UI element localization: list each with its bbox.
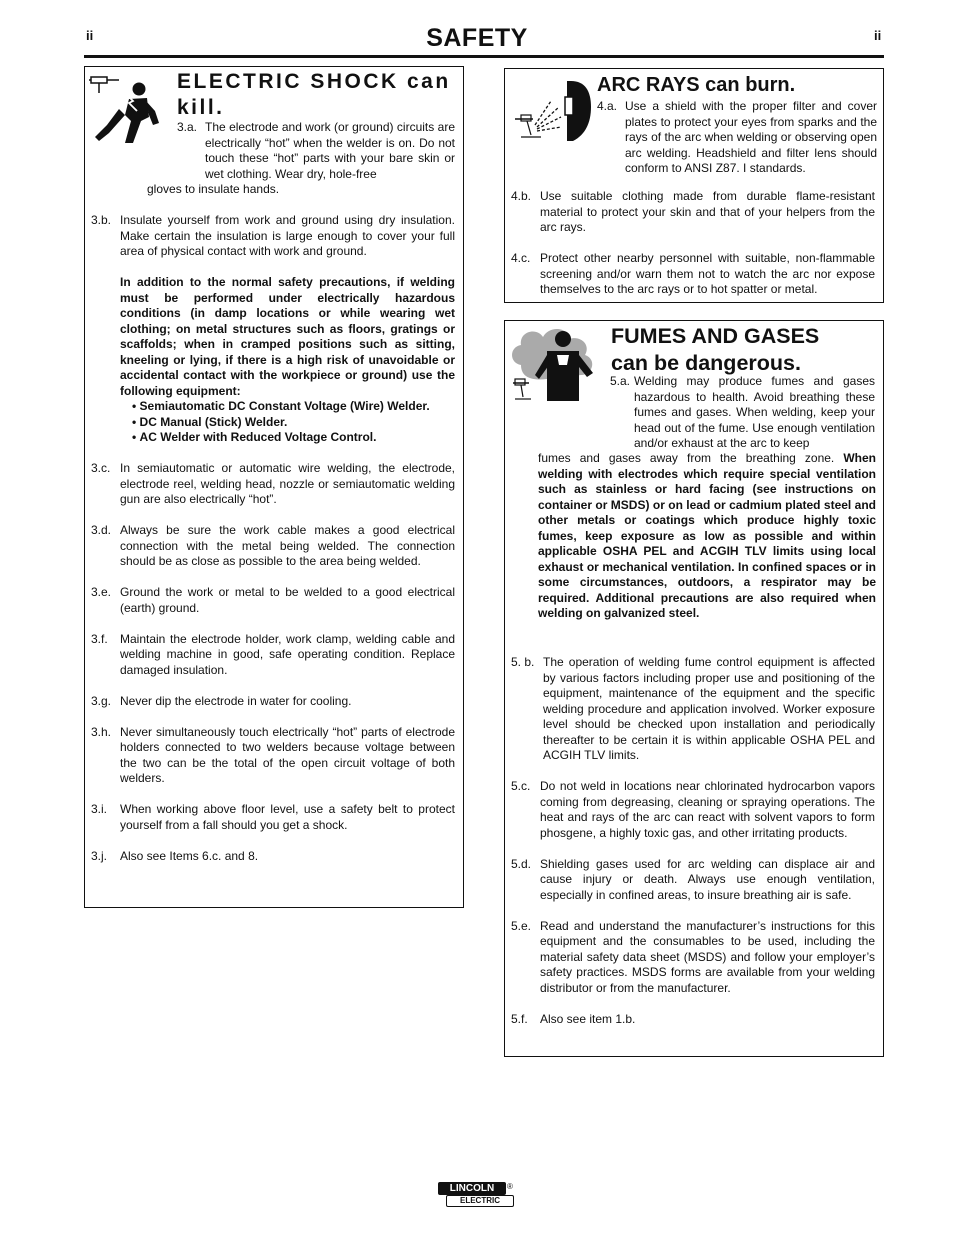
arc-items	[511, 189, 875, 313]
item-5a-text: Welding may produce fumes and gases hazardous to health. Avoid breathing these fumes and gases. When welding, keep your head out of the fume. Use enough ventilation and/or exhaust at the arc to keep	[634, 374, 875, 450]
equipment-list	[132, 399, 455, 446]
list-item: 5. b. The operation of welding fume control equipment is affected by various factors including proper use and positioning of the equipment, maintenance of the equipment and the specific welding procedure and application involved. Worker exposure level should be checked upon installation and periodically thereafter to be certain it is within applicable OSHA PEL and ACGIH TLV limits.	[511, 655, 875, 762]
fumes-items	[511, 655, 875, 1043]
list-item: 5.f. Also see item 1.b.	[511, 1011, 636, 1026]
item-5a-number: 5.a.	[610, 374, 631, 388]
item-5a-continued-text: fumes and gases away from the breathing zone.	[538, 451, 835, 465]
list-item: 3.c. In semiautomatic or automatic wire welding, the electrode, electrode reel, welding head, nozzle or semiautomatic welding gun are also electrically “hot”.	[91, 461, 455, 506]
item-4a-number: 4.a.	[597, 99, 618, 113]
item-3b-text	[120, 213, 455, 446]
fumes-heading-line-1: FUMES AND GASES	[611, 324, 820, 348]
list-item: 5.d. Shielding gases used for arc welding can displace air and cause injury or death. Always use enough ventilation, especially in confined areas, to insure breathing air is safe.	[511, 856, 875, 902]
list-item: 3.d. Always be sure the work cable makes a good electrical connection with the metal being welded. The connection should be as close as possible to the area being welded.	[91, 523, 455, 568]
item-3a-continued: gloves to insulate hands.	[147, 182, 280, 196]
item-5a	[610, 374, 875, 452]
logo-bottom-text: ELECTRIC	[446, 1195, 514, 1207]
page-title: SAFETY	[426, 24, 528, 52]
fumes-heading-line-2: can be dangerous.	[611, 351, 801, 375]
arc-rays-section	[504, 68, 884, 303]
fumes-welder-icon	[507, 325, 603, 405]
electric-shock-heading: ELECTRIC SHOCK can kill.	[177, 70, 451, 119]
logo-registered-mark: ®	[507, 1182, 513, 1191]
arc-rays-welding-helmet-icon	[511, 77, 595, 147]
electric-items	[91, 213, 455, 880]
list-item: • AC Welder with Reduced Voltage Control.	[132, 430, 455, 446]
list-item: 3.f. Maintain the electrode holder, work clamp, welding cable and welding machine in good, safe operating condition. Replace damaged insulation.	[91, 631, 455, 677]
item-5a-warning: When welding with electrodes which require special ventilation such as stainless or hard facing (see instructions on container or MSDS) or on lead or cadmium plated steel and other metals or coatings which produce highly toxic fumes, keep exposure as low as possible and within applicable OSHA PEL and ACGIH TLV limits using local exhaust or mechanical ventilation. In confined spaces or in some circumstances, outdoors, a respirator may be required. Additional precautions are also required when welding on galvanized steel.	[538, 451, 876, 620]
page-number-left: ii	[86, 28, 94, 43]
list-item: 3.g. Never dip the electrode in water for cooling.	[91, 693, 352, 708]
item-3b-warning: In addition to the normal safety precautions, if welding must be performed under electrically hazardous conditions (in damp locations or while wearing wet clothing; on metal structures such as floors, gratings or scaffolds; when in cramped positions such as sitting, kneeling or lying, if there is a high risk of unavoidable or accidental contact with the workpiece or ground) use the following equipment:	[120, 275, 455, 398]
item-3a	[177, 120, 455, 182]
item-3a-text: The electrode and work (or ground) circuits are electrically “hot” when the welder is on. Do not touch these “hot” parts with your bare skin or wet clothing. Wear dry, hole-free	[205, 120, 455, 181]
arc-rays-heading: ARC RAYS can burn.	[597, 74, 796, 96]
item-4a-text: Use a shield with the proper filter and cover plates to protect your eyes from sparks and the rays of the arc when welding or observing open arc welding. Headshield and filter lens should conform to ANSI Z87. I standards.	[625, 99, 877, 175]
item-5a-continued	[538, 451, 876, 622]
fumes-gases-section	[504, 320, 884, 1057]
item-3b-number: 3.b.	[91, 213, 112, 227]
list-item: 5.e. Read and understand the manufacturer’s instructions for this equipment and the consumables to be used, including the material safety data sheet (MSDS) and follow your employer’s safety practices. MSDS forms are available from your welding distributor or from the manufacturer.	[511, 918, 875, 995]
electric-shock-warning-icon	[89, 71, 169, 149]
list-item: • Semiautomatic DC Constant Voltage (Wire) Welder.	[132, 399, 455, 415]
header-rule	[84, 55, 884, 58]
list-item: 5.c. Do not weld in locations near chlorinated hydrocarbon vapors coming from degreasing, cleaning or spraying operations. The heat and rays of the arc can react with solvent vapors to form phosgene, a highly toxic gas, and other irritating products.	[511, 779, 875, 840]
logo-top-text: LINCOLN	[438, 1182, 506, 1195]
list-item: 3.i. When working above floor level, use a safety belt to protect yourself from a fall should you get a shock.	[91, 802, 455, 832]
item-4a	[597, 99, 877, 177]
list-item: 4.b. Use suitable clothing made from durable flame-resistant material to protect your skin and that of your helpers from the arc rays.	[511, 189, 875, 234]
list-item: 3.j. Also see Items 6.c. and 8.	[91, 848, 259, 863]
lincoln-electric-logo	[438, 1182, 516, 1208]
list-item: • DC Manual (Stick) Welder.	[132, 415, 455, 431]
page-number-right: ii	[874, 28, 882, 43]
electric-shock-section	[84, 66, 464, 908]
item-3a-number: 3.a.	[177, 120, 198, 134]
fumes-heading	[611, 323, 819, 377]
list-item: 4.c. Protect other nearby personnel with suitable, non-flammable screening and/or warn them not to watch the arc nor expose themselves to the arc rays or to hot spatter or metal.	[511, 251, 875, 296]
item-3b-body: Insulate yourself from work and ground using dry insulation. Make certain the insulation is large enough to cover your full area of physical contact with work and ground.	[120, 213, 455, 258]
list-item: 3.e. Ground the work or metal to be welded to a good electrical (earth) ground.	[91, 585, 455, 615]
list-item: 3.h. Never simultaneously touch electrically “hot” parts of electrode holders connected to two welders because voltage between the two can be the total of the open circuit voltage of both welders.	[91, 724, 455, 785]
